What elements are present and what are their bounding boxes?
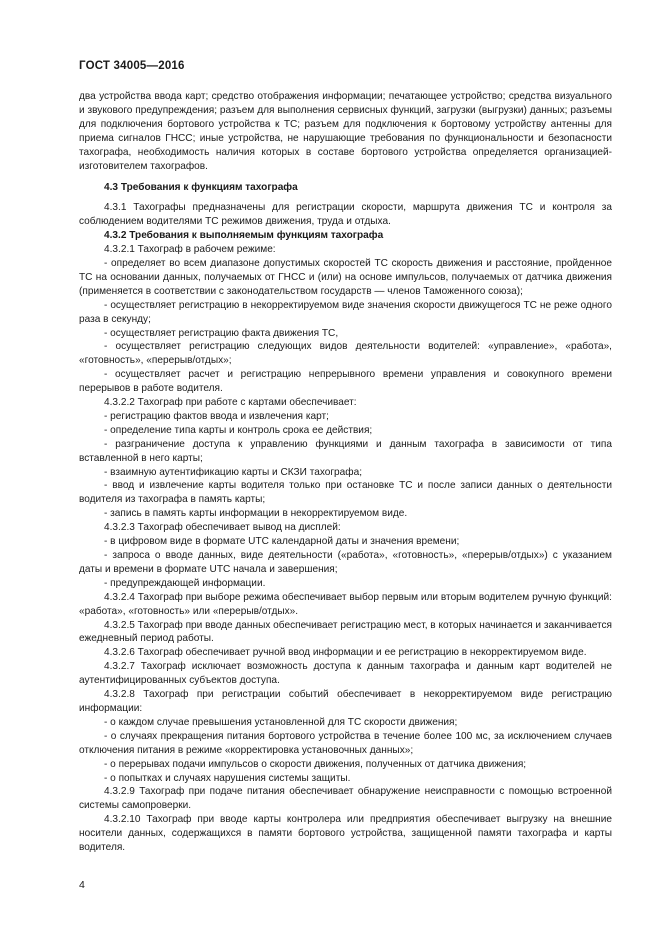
list-item: - определяет во всем диапазоне допустимых скоростей ТС скорость движения и расстояние, пройденное ТС на основании данных, получаемых от ГНСС и (или) на основе импульсов, получаемых от датчика движения (применяется в соответствии с законодательством государств — членов Таможенного союза); bbox=[79, 257, 612, 297]
list-item: - ввод и извлечение карты водителя только при остановке ТС и после записи данных о деятельности водителя из тахографа в память карты; bbox=[79, 480, 612, 506]
paragraph: 4.3.1 Тахографы предназначены для регистрации скорости, маршрута движения ТС и контроля за соблюдением водителями ТС режимов движения, труда и отдыха. bbox=[79, 202, 612, 228]
list-item: - разграничение доступа к управлению функциями и данным тахографа в зависимости от типа вставленной в него карты; bbox=[79, 438, 612, 464]
list-item: - о попытках и случаях нарушения системы защиты. bbox=[104, 772, 351, 784]
list-item: - о перерывах подачи импульсов о скорости движения, полученных от датчика движения; bbox=[104, 758, 527, 770]
list-item: - определение типа карты и контроль срока ее действия; bbox=[104, 424, 373, 436]
list-item: - регистрацию фактов ввода и извлечения карт; bbox=[104, 410, 329, 422]
list-item: - о каждом случае превышения установленной для ТС скорости движения; bbox=[104, 716, 458, 728]
list-item: - о случаях прекращения питания бортового устройства в течение более 100 мс, за исключением случаев отключения питания в режиме «корректировка установочных данных»; bbox=[79, 730, 612, 756]
list-item: - взаимную аутентификацию карты и СКЗИ тахографа; bbox=[104, 466, 363, 478]
page-number: 4 bbox=[79, 879, 85, 891]
document-header: ГОСТ 34005—2016 bbox=[79, 60, 185, 72]
paragraph: 4.3.2.7 Тахограф исключает возможность доступа к данным тахографа и данным карт водителей не аутентифицированных субъектов доступа. bbox=[79, 661, 612, 687]
list-item: - запись в память карты информации в некорректируемом виде. bbox=[104, 508, 408, 520]
paragraph: два устройства ввода карт; средство отображения информации; печатающее устройство; средства визуального и звукового предупреждения; разъем для выполнения сервисных функций, загрузки (выгрузки) данных; разъемы для подключения бортового устройства к ТС; разъем для подключения к бортовому устройству антенны для приема сигналов ГНСС; иные устройства, не нарушающие требования по функциональности и безопасности тахографа, необходимость наличия которых в составе бортового устройства определяется организацией-изготовителем тахографов. bbox=[79, 91, 612, 172]
list-item: - осуществляет регистрацию следующих видов деятельности водителей: «управление», «работа», «готовность», «перерыв/отдых»; bbox=[79, 341, 612, 367]
paragraph: 4.3.2.2 Тахограф при работе с картами обеспечивает: bbox=[104, 397, 357, 409]
paragraph: 4.3.2.8 Тахограф при регистрации событий обеспечивает в некорректируемом виде регистрацию информации: bbox=[79, 689, 612, 714]
list-item: - запроса о вводе данных, виде деятельности («работа», «готовность», «перерыв/отдых») с указанием даты и времени в формате UTC начала и завершения; bbox=[79, 550, 612, 575]
list-item: - в цифровом виде в формате UTC календарной даты и значения времени; bbox=[104, 536, 460, 548]
list-item: - осуществляет расчет и регистрацию непрерывного времени управления и совокупного времени перерывов в работе водителя. bbox=[79, 369, 612, 395]
paragraph: 4.3.2.1 Тахограф в рабочем режиме: bbox=[104, 244, 276, 256]
subsection-heading: 4.3.2 Требования к выполняемым функциям тахографа bbox=[104, 230, 384, 242]
paragraph: 4.3.2.5 Тахограф при вводе данных обеспечивает регистрацию мест, в которых начинается и заканчивается ежедневный период работы. bbox=[79, 619, 612, 645]
paragraph: 4.3.2.10 Тахограф при вводе карты контролера или предприятия обеспечивает выгрузку на внешние носители данных, содержащихся в памяти бортового устройства, защищенной памяти тахографа и карты водителя. bbox=[79, 814, 612, 854]
paragraph: 4.3.2.4 Тахограф при выборе режима обеспечивает выбор первым или вторым водителем ручную функций: «работа», «готовность» или «перерыв/отдых». bbox=[79, 591, 612, 617]
list-item: - осуществляет регистрацию факта движения ТС, bbox=[104, 327, 339, 339]
paragraph: 4.3.2.3 Тахограф обеспечивает вывод на дисплей: bbox=[104, 522, 341, 534]
paragraph: 4.3.2.6 Тахограф обеспечивает ручной ввод информации и ее регистрацию в некорректируемом виде. bbox=[104, 647, 587, 659]
section-heading: 4.3 Требования к функциям тахографа bbox=[104, 182, 298, 194]
list-item: - предупреждающей информации. bbox=[104, 577, 266, 589]
document-body bbox=[79, 90, 612, 855]
paragraph: 4.3.2.9 Тахограф при подаче питания обеспечивает обнаружение неисправности с помощью встроенной системы самопроверки. bbox=[79, 786, 612, 812]
list-item: - осуществляет регистрацию в некорректируемом виде значения скорости движущегося ТС не реже одного раза в секунду; bbox=[79, 299, 612, 325]
